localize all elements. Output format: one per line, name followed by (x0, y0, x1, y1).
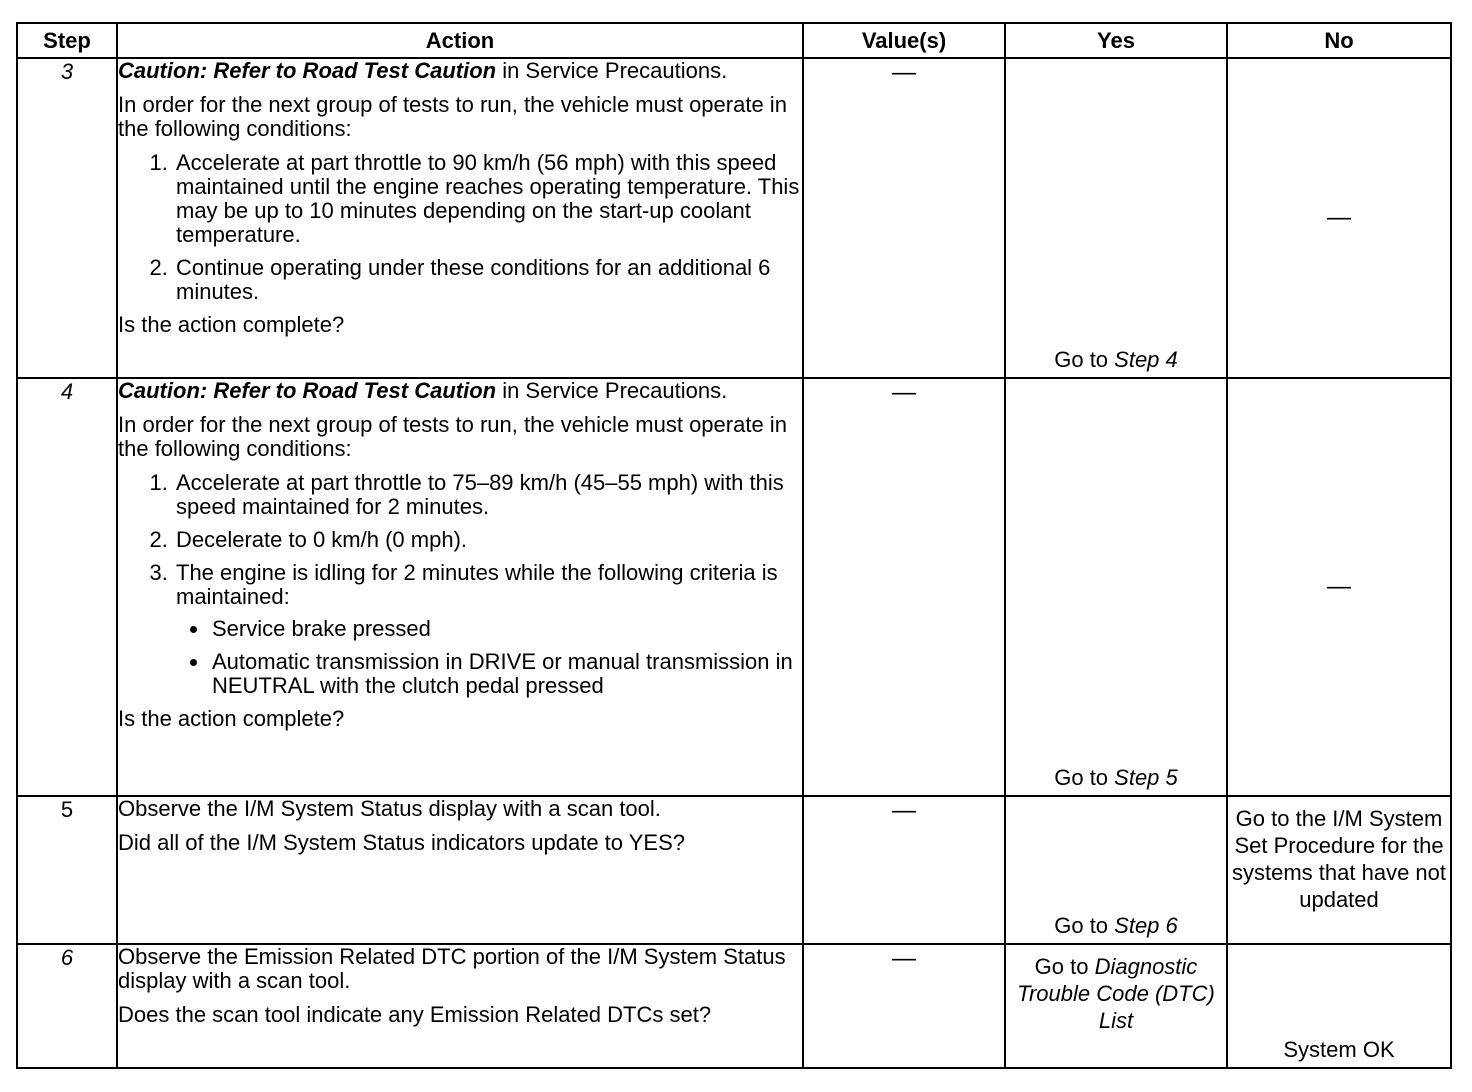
action-question: Is the action complete? (118, 706, 345, 731)
action-text: Observe the I/M System Status display with a scan tool. (118, 796, 661, 821)
table-row-step-5 (17, 796, 1451, 944)
action-intro: In order for the next group of tests to run, the vehicle must operate in the following conditions: (118, 412, 787, 461)
list-item: 1. Accelerate at part throttle to 90 km/h (56 mph) with this speed maintained until the engine reaches operating temperature. This may be up to 10 minutes depending on the start-up coolant temperature. (174, 151, 802, 247)
yes-link[interactable]: Go to Step 5 (1054, 765, 1178, 790)
diagnostic-table (16, 22, 1452, 1069)
list-item: • Service brake pressed (210, 617, 802, 641)
header-row (17, 23, 1451, 58)
yes-cell (1005, 378, 1227, 796)
header-no: No (1227, 23, 1451, 58)
list-item: 1. Accelerate at part throttle to 75–89 km/h (45–55 mph) with this speed maintained for 2 minutes. (174, 471, 802, 519)
table-row-step-3 (17, 58, 1451, 378)
no-cell: — (1227, 378, 1451, 796)
list-item: 3. The engine is idling for 2 minutes while the following criteria is maintained: • Service brake pressed • Automatic transmission in DRIVE or manual transmission in NEUTRAL with the clutch pedal pressed (174, 561, 802, 698)
table-row-step-4 (17, 378, 1451, 796)
no-cell: — (1227, 58, 1451, 378)
caution-note: Caution: Refer to Road Test Caution in Service Precautions. (118, 378, 728, 403)
yes-link[interactable]: Go to Step 4 (1054, 347, 1178, 372)
action-text: Observe the Emission Related DTC portion of the I/M System Status display with a scan tool. (118, 944, 786, 993)
list-item: 2. Decelerate to 0 km/h (0 mph). (174, 528, 802, 552)
action-steps-list (118, 151, 802, 304)
value-cell: — (803, 944, 1005, 1068)
value-cell: — (803, 378, 1005, 796)
step-number: 5 (17, 796, 117, 944)
yes-link[interactable]: Go to Step 6 (1054, 913, 1178, 938)
step-number: 3 (17, 58, 117, 378)
no-result: System OK (1283, 1037, 1395, 1062)
list-item: 2. Continue operating under these conditions for an additional 6 minutes. (174, 256, 802, 304)
yes-cell (1005, 796, 1227, 944)
value-cell: — (803, 796, 1005, 944)
action-cell (117, 378, 803, 796)
yes-link[interactable]: Go to Diagnostic Trouble Code (DTC) List (1017, 954, 1215, 1033)
no-cell (1227, 796, 1451, 944)
header-step: Step (17, 23, 117, 58)
yes-cell (1005, 58, 1227, 378)
header-action: Action (117, 23, 803, 58)
action-cell (117, 796, 803, 944)
caution-note: Caution: Refer to Road Test Caution in Service Precautions. (118, 58, 728, 83)
action-question: Is the action complete? (118, 312, 345, 337)
action-cell (117, 58, 803, 378)
action-intro: In order for the next group of tests to run, the vehicle must operate in the following conditions: (118, 92, 787, 141)
action-steps-list (118, 471, 802, 698)
header-values: Value(s) (803, 23, 1005, 58)
action-cell (117, 944, 803, 1068)
action-question: Did all of the I/M System Status indicators update to YES? (118, 830, 685, 855)
no-cell (1227, 944, 1451, 1068)
step-number: 4 (17, 378, 117, 796)
no-link[interactable]: Go to the I/M System Set Procedure for the systems that have not updated (1232, 806, 1446, 912)
list-item: • Automatic transmission in DRIVE or manual transmission in NEUTRAL with the clutch pedal pressed (210, 650, 802, 698)
table-row-step-6 (17, 944, 1451, 1068)
value-cell: — (803, 58, 1005, 378)
step-number: 6 (17, 944, 117, 1068)
header-yes: Yes (1005, 23, 1227, 58)
yes-cell (1005, 944, 1227, 1068)
action-question: Does the scan tool indicate any Emission Related DTCs set? (118, 1002, 712, 1027)
criteria-list (176, 617, 802, 698)
